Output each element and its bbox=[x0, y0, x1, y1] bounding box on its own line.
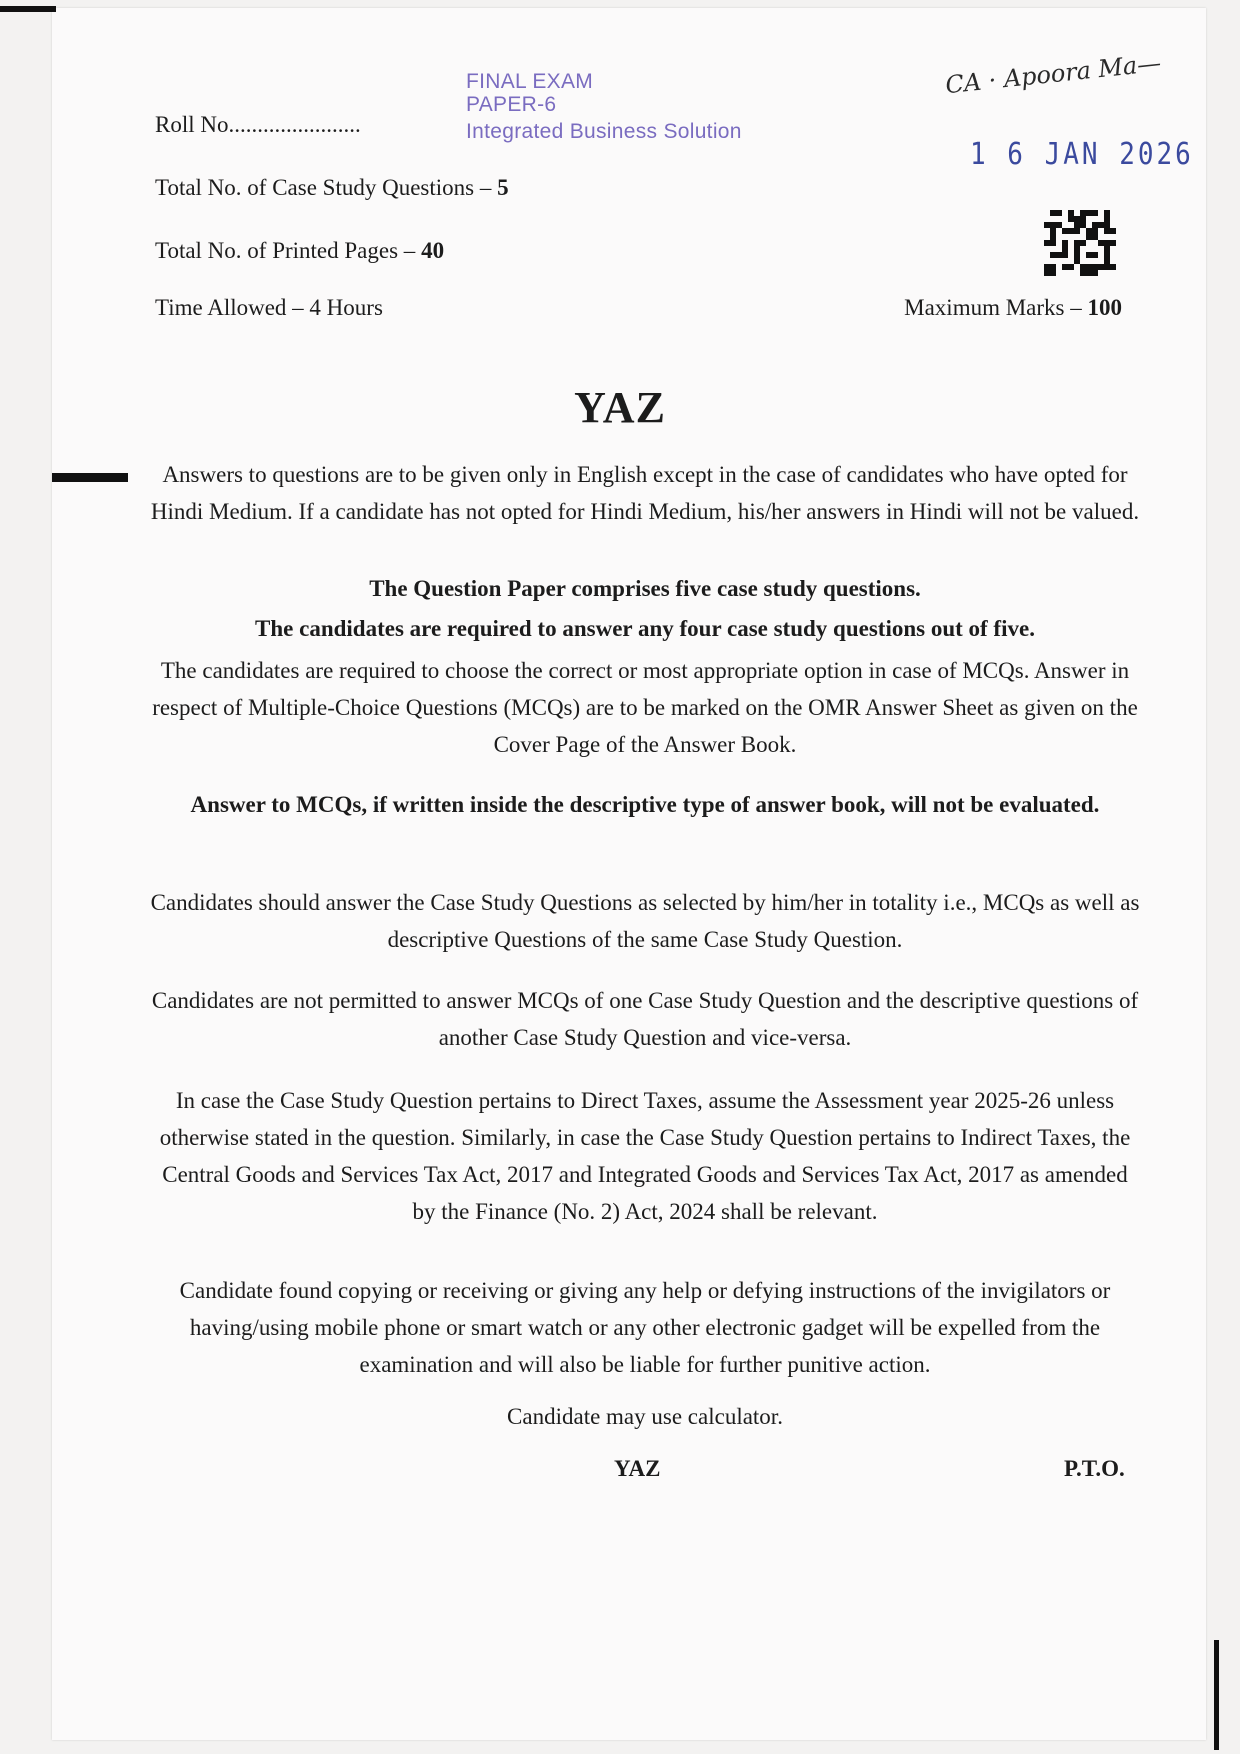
instruction-language: Answers to questions are to be given only in English except in the case of candidates who have opted for Hindi Medium. If a candidate has not opted for Hindi Medium, his/her answers in Hindi will not be valued. bbox=[150, 462, 1140, 524]
total-pages-label: Total No. of Printed Pages – bbox=[155, 238, 422, 263]
instruction-mcq-not-evaluated: Answer to MCQs, if written inside the descriptive type of answer book, will not be evaluated. bbox=[190, 792, 1100, 817]
instruction-paper-comprises: The Question Paper comprises five case study questions. bbox=[369, 576, 921, 601]
time-allowed-line bbox=[155, 295, 383, 321]
maximum-marks-line bbox=[904, 295, 1122, 321]
total-pages-line bbox=[155, 238, 444, 264]
margin-tab-mark bbox=[52, 473, 128, 482]
total-pages-value: 40 bbox=[421, 238, 445, 263]
paper-code-title: YAZ bbox=[574, 383, 666, 432]
instruction-malpractice: Candidate found copying or receiving or giving any help or defying instructions of the invigilators or having/using mobile phone or smart watch or any other electronic gadget will be expelled from the examination and will also be liable for further punitive action. bbox=[179, 1278, 1111, 1377]
total-questions-label: Total No. of Case Study Questions – bbox=[155, 175, 498, 200]
instruction-calculator: Candidate may use calculator. bbox=[507, 1404, 783, 1429]
footer-pto: P.T.O. bbox=[1064, 1456, 1125, 1481]
instruction-mcq-omr: The candidates are required to choose the correct or most appropriate option in case of MCQs. Answer in respect of Multiple-Choice Questions (MCQs) are to be marked on the OMR Answer Sheet as given on the Cover Page of the Answer Book. bbox=[152, 658, 1138, 757]
roll-no-label: Roll No. bbox=[155, 112, 235, 137]
roll-no-line bbox=[155, 112, 361, 138]
stamp-line-2: PAPER-6 bbox=[466, 93, 557, 116]
date-stamp: 1 6 JAN 2026 bbox=[970, 137, 1194, 173]
instruction-assessment-year: In case the Case Study Question pertains to Direct Taxes, assume the Assessment year 2025-26 unless otherwise stated in the question. Similarly, in case the Case Study Question pertains to Indirect Taxes, the Central Goods and Services Tax Act, 2017 and Integrated Goods and Services Tax Act, 2017 as amended by the Finance (No. 2) Act, 2024 shall be relevant. bbox=[159, 1088, 1131, 1224]
footer-paper-code: YAZ bbox=[614, 1456, 661, 1481]
handwritten-note: CA · Apoora Ma— bbox=[944, 48, 1163, 100]
time-allowed-label: Time Allowed – bbox=[155, 295, 310, 320]
instruction-answer-four: The candidates are required to answer any four case study questions out of five. bbox=[255, 616, 1035, 641]
instruction-totality: Candidates should answer the Case Study Questions as selected by him/her in totality i.e., MCQs as well as descriptive Questions of the same Case Study Question. bbox=[150, 890, 1140, 952]
top-edge-line bbox=[0, 6, 56, 12]
maximum-marks-value: 100 bbox=[1087, 295, 1122, 320]
stamp-line-1: FINAL EXAM bbox=[466, 70, 594, 93]
time-allowed-value: 4 Hours bbox=[309, 295, 383, 320]
instruction-not-permitted: Candidates are not permitted to answer MCQs of one Case Study Question and the descriptive questions of another Case Study Question and vice-versa. bbox=[151, 988, 1139, 1050]
total-questions-line bbox=[155, 175, 509, 201]
stamp-line-3: Integrated Business Solution bbox=[466, 120, 742, 143]
exam-stamp bbox=[466, 70, 742, 143]
right-edge-line bbox=[1214, 1640, 1219, 1750]
total-questions-value: 5 bbox=[497, 175, 509, 200]
maximum-marks-label: Maximum Marks – bbox=[904, 295, 1088, 320]
qr-code-icon bbox=[1044, 210, 1116, 276]
roll-no-dots: ...................... bbox=[234, 112, 361, 137]
